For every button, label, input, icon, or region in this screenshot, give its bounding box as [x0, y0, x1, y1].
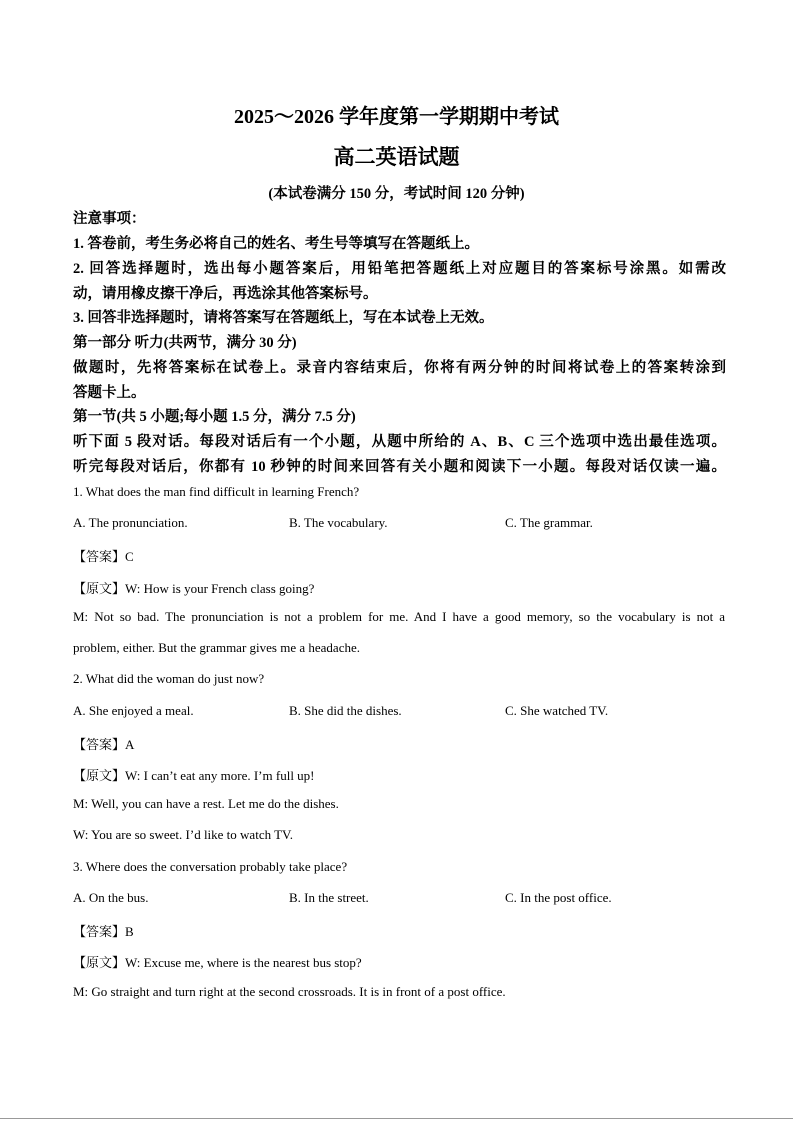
page-bottom-divider: [0, 1118, 793, 1119]
question-1-script-line-2: M: Not so bad. The pronunciation is not a problem for me. And I have a good memory, so the vocabulary is not a: [73, 609, 725, 624]
part1-intro-line-2: 答题卡上。: [73, 385, 146, 401]
instruction-item-1: 1. 答卷前，考生务必将自己的姓名、考生号等填写在答题纸上。: [73, 236, 479, 252]
question-3-option-b: B. In the street.: [289, 890, 369, 905]
question-2-answer: 【答案】A: [73, 737, 135, 752]
exam-title: 2025～2026 学年度第一学期期中考试: [234, 106, 559, 128]
question-2-option-a: A. She enjoyed a meal.: [73, 703, 194, 718]
section1-heading: 第一节(共 5 小题;每小题 1.5 分，满分 7.5 分): [73, 409, 356, 425]
question-1-option-b: B. The vocabulary.: [289, 515, 388, 530]
question-1-answer: 【答案】C: [73, 549, 134, 564]
question-3-option-c: C. In the post office.: [505, 890, 612, 905]
exam-subject: 高二英语试题: [333, 145, 460, 169]
question-3-script-line-2: M: Go straight and turn right at the second crossroads. It is in front of a post office.: [73, 984, 506, 999]
part1-heading: 第一部分 听力(共两节，满分 30 分): [73, 335, 297, 351]
question-3-option-a: A. On the bus.: [73, 890, 149, 905]
question-2-stem: 2. What did the woman do just now?: [73, 671, 265, 686]
section1-intro-line-2: 听完每段对话后，你都有 10 秒钟的时间来回答有关小题和阅读下一小题。每段对话仅读一遍。: [73, 459, 726, 475]
section1-intro-line-1: 听下面 5 段对话。每段对话后有一个小题，从题中所给的 A、B、C 三个选项中选出最佳选项。: [73, 434, 726, 450]
question-2-option-b: B. She did the dishes.: [289, 703, 402, 718]
question-1-option-a: A. The pronunciation.: [73, 515, 188, 530]
instruction-item-2-line-2: 动，请用橡皮擦干净后，再选涂其他答案标号。: [73, 286, 378, 302]
instruction-item-3: 3. 回答非选择题时，请将答案写在答题纸上，写在本试卷上无效。: [73, 310, 494, 326]
question-3-answer: 【答案】B: [73, 924, 134, 939]
question-1-stem: 1. What does the man find difficult in learning French?: [73, 484, 360, 499]
question-1-script-line-3: problem, either. But the grammar gives me a headache.: [73, 640, 360, 655]
instruction-item-2-line-1: 2. 回答选择题时，选出每小题答案后，用铅笔把答题纸上对应题目的答案标号涂黑。如需改: [73, 261, 726, 277]
question-3-script-line-1: 【原文】W: Excuse me, where is the nearest bus stop?: [73, 955, 362, 970]
question-2-option-c: C. She watched TV.: [505, 703, 609, 718]
exam-note: (本试卷满分 150 分，考试时间 120 分钟): [268, 186, 525, 202]
question-3-stem: 3. Where does the conversation probably take place?: [73, 859, 348, 874]
part1-intro-line-1: 做题时，先将答案标在试卷上。录音内容结束后，你将有两分钟的时间将试卷上的答案转涂到: [73, 360, 726, 376]
question-2-script-line-3: W: You are so sweet. I’d like to watch TV.: [73, 827, 294, 842]
question-1-script-line-1: 【原文】W: How is your French class going?: [73, 581, 315, 596]
question-1-option-c: C. The grammar.: [505, 515, 593, 530]
instructions-heading: 注意事项：: [73, 211, 146, 227]
question-2-script-line-1: 【原文】W: I can’t eat any more. I’m full up!: [73, 768, 315, 783]
question-2-script-line-2: M: Well, you can have a rest. Let me do the dishes.: [73, 796, 339, 811]
